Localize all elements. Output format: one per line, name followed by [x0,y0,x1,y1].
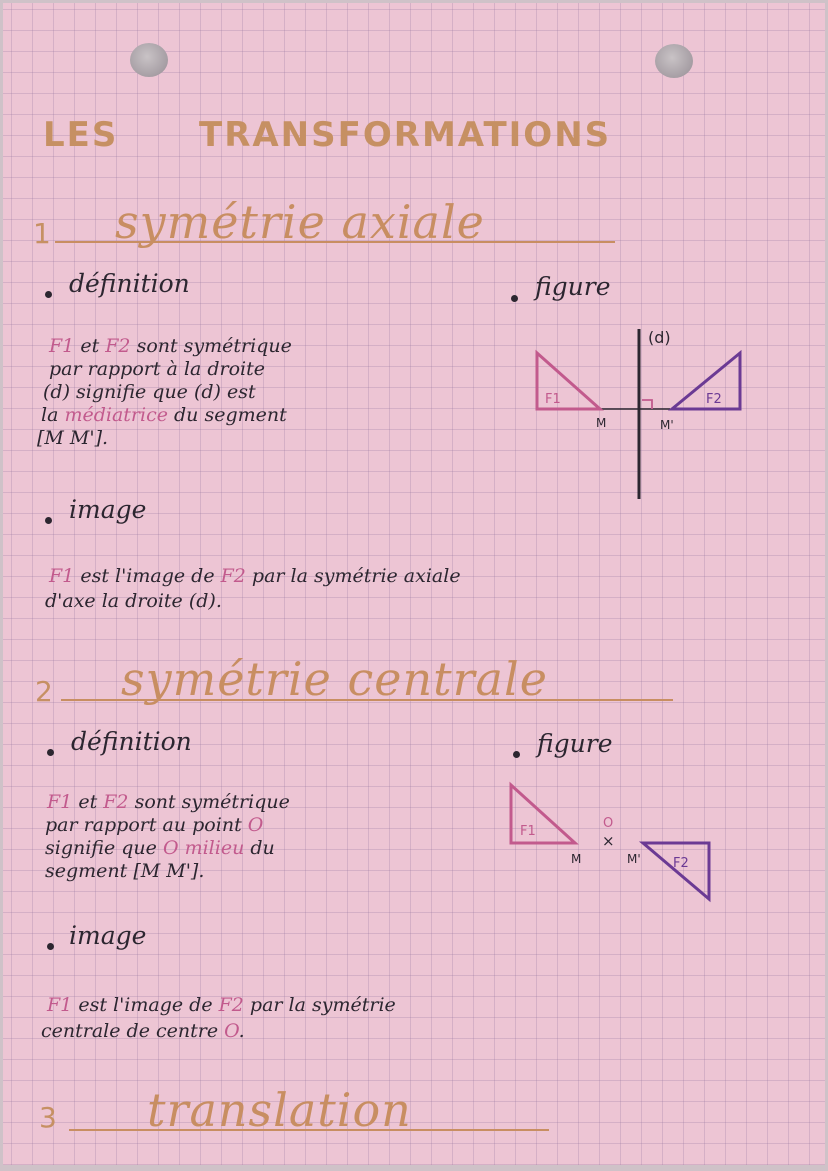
section2-figure-label: figure [537,729,613,758]
section1-heading: symétrie axiale [115,195,485,249]
bullet [47,749,54,756]
section1-figure-label: figure [535,272,611,301]
notebook-page [3,3,825,1165]
point-m2-label: M' [627,852,641,866]
section1-def-line2: par rapport à la droite [49,358,265,380]
bullet [45,291,52,298]
section2-def-line4: segment [M M']. [45,860,205,882]
section1-image-line1: F1 est l'image de F2 par la symétrie axiale [49,565,461,587]
section3-number: 3 [39,1101,57,1134]
section1-def-line1: F1 et F2 sont symétrique [49,335,292,357]
f2-figure-label: F2 [673,856,689,871]
center-cross-mark: × [602,832,615,850]
bullet [511,295,518,302]
title-les: LES [43,115,119,155]
section1-image-label: image [69,495,147,524]
section2-number: 2 [35,675,53,708]
section3-heading: translation [147,1083,412,1137]
mediatrice-word: médiatrice [64,404,168,426]
right-angle-mark [642,400,652,409]
section2-def-line1: F1 et F2 sont symétrique [47,791,290,813]
axis-label: (d) [648,328,671,347]
section1-def-line5: [M M']. [37,427,109,449]
point-o: O [247,814,264,836]
section2-image-line1: F1 est l'image de F2 par la symétrie [47,994,396,1016]
section1-image-line2: d'axe la droite (d). [45,590,222,612]
section1-def-line3: (d) signifie que (d) est [43,381,256,403]
central-symmetry-figure [503,775,723,907]
center-o-label: O [603,816,614,831]
page-title: TRANSFORMATIONS [199,115,612,155]
f2-label: F2 [105,335,131,357]
point-m-label: M [571,852,582,866]
bullet [513,751,520,758]
section2-heading: symétrie centrale [121,652,548,706]
axial-symmetry-figure [528,321,753,503]
f1-label: F1 [49,335,75,357]
section1-number: 1 [33,217,51,250]
bullet [47,943,54,950]
section2-image-label: image [69,921,147,950]
point-m2-label: M' [660,418,674,432]
f1-figure-label: F1 [545,392,561,407]
f1-figure-label: F1 [520,824,536,839]
f2-figure-label: F2 [706,392,722,407]
point-m-label: M [596,416,607,430]
section2-image-line2: centrale de centre O. [41,1020,245,1042]
triangle-f2 [643,843,709,899]
bullet [45,517,52,524]
section1-def-line4: la médiatrice du segment [41,404,287,426]
section2-def-line3: signifie que O milieu du [45,837,275,859]
punch-hole-left [130,43,168,77]
section2-definition-label: définition [71,727,192,756]
punch-hole-right [655,44,693,78]
section2-def-line2: par rapport au point O [45,814,264,836]
milieu-word: milieu [184,837,245,859]
section1-definition-label: définition [69,269,190,298]
